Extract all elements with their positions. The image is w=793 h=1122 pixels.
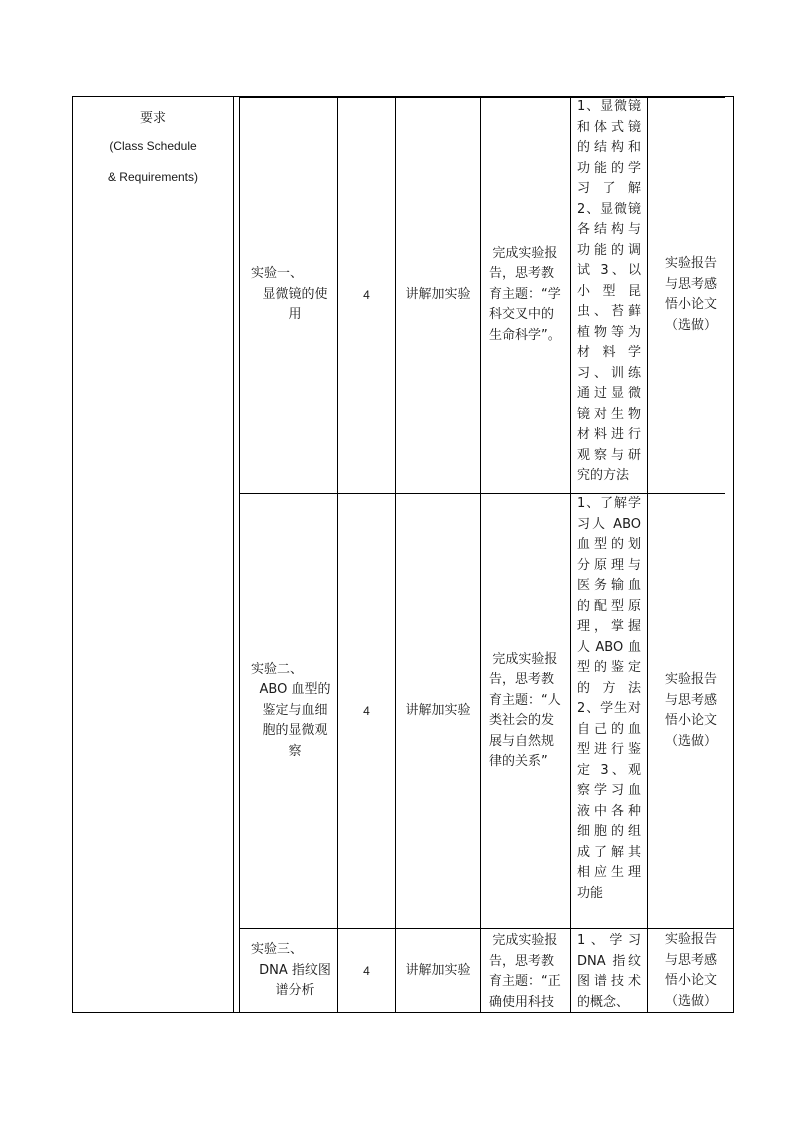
row-1-task-line: 育主题：“学 (489, 286, 561, 302)
row-2-name-line: 实验二、 (251, 661, 304, 677)
row-2-task-line: 类社会的发 (489, 713, 555, 728)
row-2-assess-line: 实验报告 (664, 672, 717, 687)
row-3-task-line: 确使用科技 (489, 994, 555, 1010)
row-3-task-line: 告，思考教 (489, 953, 555, 969)
row-1-task-line: 完成实验报 (492, 245, 558, 261)
row-2-task-line: 告，思考教 (489, 672, 555, 687)
row-3-assessment (648, 929, 734, 1013)
row-2-task-line: 完成实验报 (492, 651, 558, 667)
row-2-assess-line: 悟小论文 (664, 713, 717, 728)
row-3-name-line: 实验三、 (251, 942, 304, 958)
row-3-goal-text: 1、学习 DNA 指纹图谱技术的概念、 (577, 933, 641, 1010)
row-1-goal (571, 97, 647, 493)
row-1-task-line: 科交叉中的 (489, 307, 555, 323)
row-2-task-line: 展与自然规 (489, 733, 555, 749)
row-1-hours: 4 (363, 287, 370, 302)
row-2-task (481, 494, 570, 928)
row-1-name-line: 实验一、 (251, 266, 304, 282)
table-row-3-name (239, 929, 339, 1013)
row-3-assess-line: 实验报告 (664, 932, 717, 947)
row-1-assess-line: 与思考感 (664, 276, 717, 292)
divider (233, 97, 234, 1013)
row-1-task-line: 告，思考教 (489, 266, 555, 282)
row-2-name-line: 鉴定与血细 (262, 702, 328, 718)
row-2-name-line: ABO 血型的 (259, 682, 331, 698)
row-3-method: 讲解加实验 (405, 962, 471, 978)
row-1-goal-text: 1、显微镜和体式镜的结构和功能的学习了解 2、显微镜各结构与功能的调试 3、以小型昆虫、苔藓植物等为材料学习、训练通过显微镜对生物材料进行观察与研究的方法 (577, 99, 641, 483)
row-1-assess-line: 实验报告 (664, 256, 717, 271)
row-2-assess-line: 与思考感 (664, 692, 717, 708)
row-3-task (481, 929, 570, 1013)
row-3-task-line: 育主题：“正 (489, 974, 561, 989)
row-2-task-line: 律的关系” (489, 754, 548, 769)
row-3-name-line: DNA 指纹图 (259, 962, 331, 978)
table-row-2-name (239, 494, 339, 928)
row-1-assess-line: （选做） (664, 317, 717, 333)
row-1-method: 讲解加实验 (405, 286, 471, 302)
row-3-name-line: 谱分析 (275, 983, 315, 999)
row-3-hours: 4 (363, 963, 370, 978)
row-3-assess-line: 与思考感 (664, 952, 717, 968)
row-2-hours: 4 (363, 703, 370, 718)
row-2-assess-line: （选做） (664, 733, 717, 749)
table-row-1-name (239, 97, 339, 493)
row-3-task-line: 完成实验报 (492, 933, 558, 948)
row-1-name-line: 显微镜的使 (262, 286, 328, 302)
row-2-assessment (648, 494, 734, 928)
row-1-task (481, 97, 570, 493)
label-title-cn: 要求 (139, 111, 166, 126)
row-2-method: 讲解加实验 (405, 702, 471, 718)
row-1-assessment (648, 97, 734, 493)
row-2-goal-text: 1、了解学习人 ABO 血型的划分原理与医务输血的配型原理，掌握人 ABO 血型的鉴定的方法 2、学生对自己的血型进行鉴定 3、观察学习血液中各种细胞的组成了解其相应生理功能 (577, 496, 641, 901)
row-3-assess-line: 悟小论文 (664, 973, 717, 988)
label-title-en-1: (Class Schedule (109, 139, 197, 153)
row-2-name-line: 胞的显微观 (262, 723, 328, 739)
row-1-task-line: 生命科学”。 (489, 327, 561, 343)
row-3-assess-line: （选做） (664, 993, 717, 1009)
label-title-en-2: & Requirements) (107, 170, 199, 184)
row-2-goal (571, 494, 647, 928)
row-2-task-line: 育主题：“人 (489, 692, 561, 708)
row-1-name-line: 用 (288, 307, 302, 323)
row-1-assess-line: 悟小论文 (664, 297, 717, 312)
row-2-name-line: 察 (288, 743, 302, 759)
row-3-goal (571, 929, 647, 1013)
